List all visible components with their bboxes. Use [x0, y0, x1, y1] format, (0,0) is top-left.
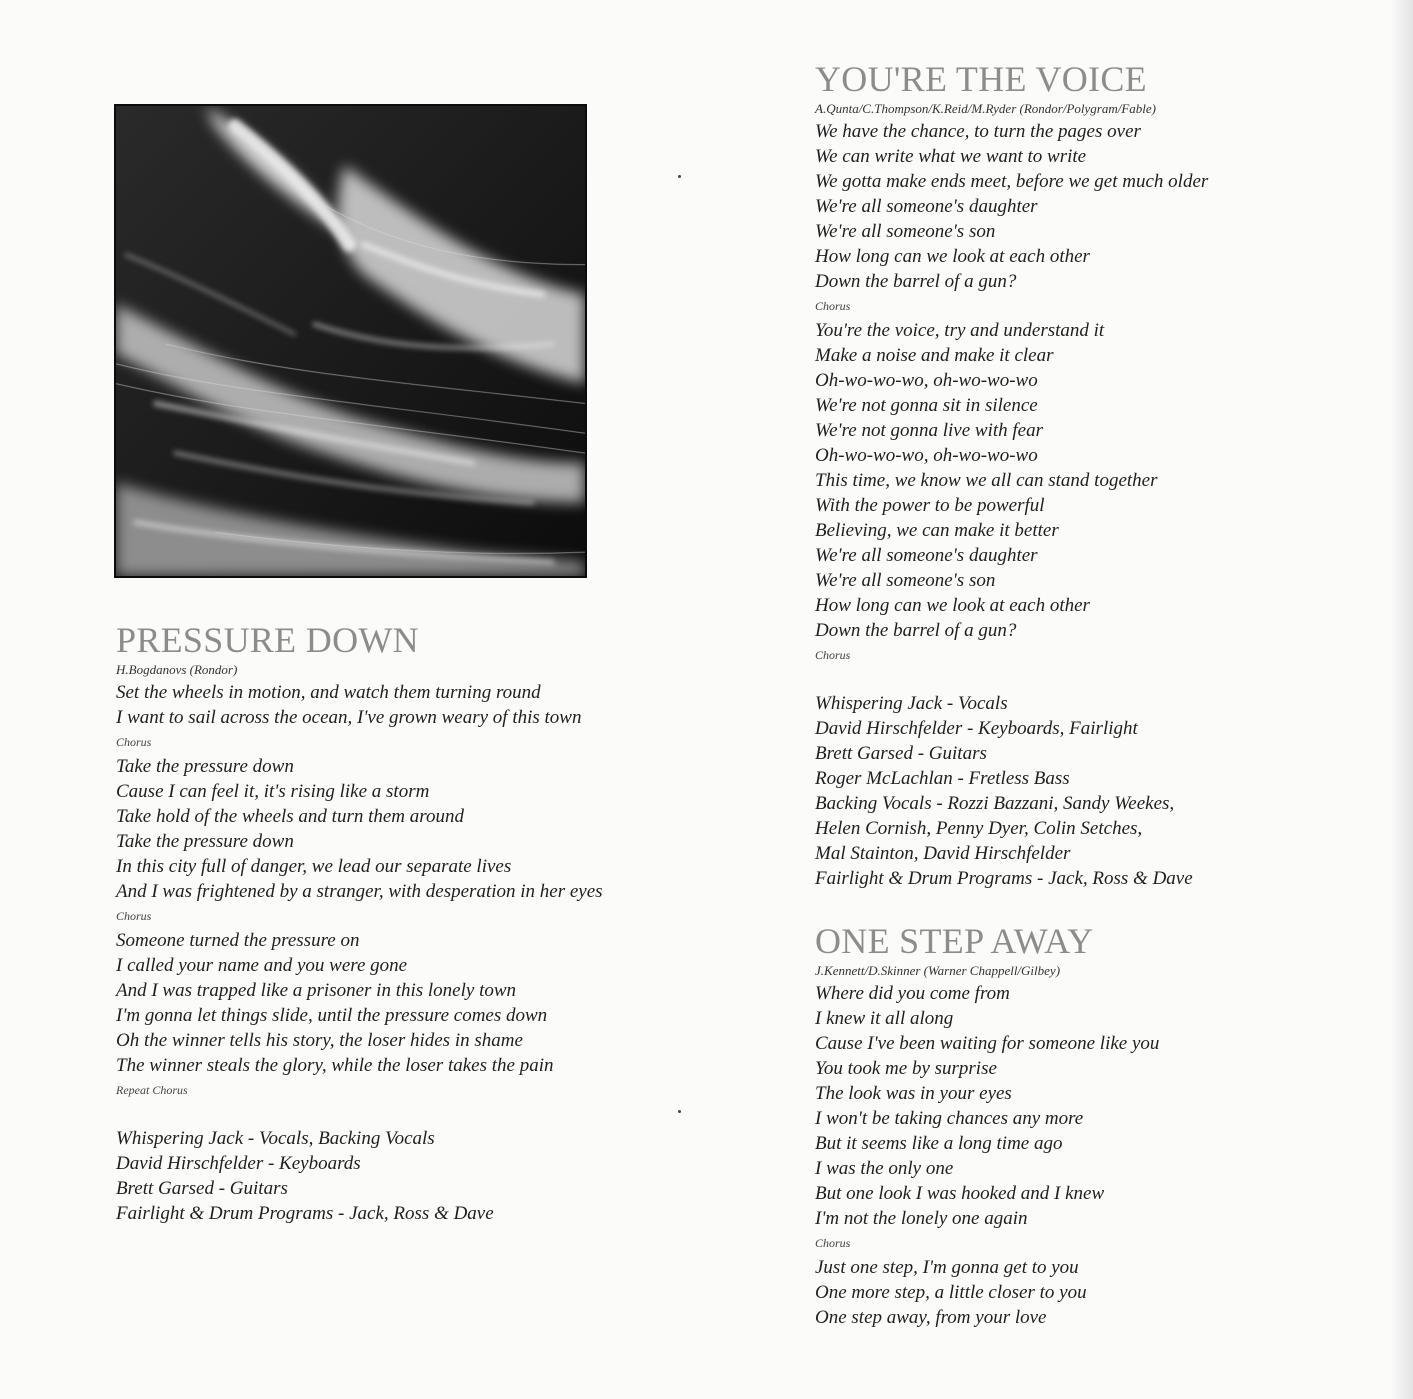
lyric-line: The winner steals the glory, while the loser takes the pain — [116, 1055, 554, 1076]
song-one-step-away — [815, 921, 1375, 1330]
lyric-line: Someone turned the pressure on — [116, 930, 360, 951]
lyric-line: In this city full of danger, we lead our separate lives — [116, 856, 512, 877]
lyric-line: We're not gonna live with fear — [815, 420, 1043, 441]
song-pressure-down — [116, 620, 716, 1226]
personnel-line: David Hirschfelder - Keyboards, Fairlight — [815, 718, 1138, 739]
lyric-line: One more step, a little closer to you — [815, 1282, 1087, 1303]
lyric-line: We're not gonna sit in silence — [815, 395, 1038, 416]
lyric-line: I'm gonna let things slide, until the pressure comes down — [116, 1005, 548, 1026]
personnel-line: Helen Cornish, Penny Dyer, Colin Setches, — [815, 818, 1143, 839]
lyric-line: We're all someone's daughter — [815, 196, 1038, 217]
personnel-line: Brett Garsed - Guitars — [815, 743, 987, 764]
lyric-line: And I was trapped like a prisoner in this lonely town — [116, 980, 517, 1001]
song-title: PRESSURE DOWN — [116, 620, 419, 660]
lyric-line: We gotta make ends meet, before we get much older — [815, 171, 1209, 192]
lyric-line: We're all someone's daughter — [815, 545, 1038, 566]
lyric-line: I called your name and you were gone — [116, 955, 408, 976]
lyric-line: We're all someone's son — [815, 570, 996, 591]
repeat-chorus-label: Repeat Chorus — [116, 1083, 188, 1097]
lyric-line: How long can we look at each other — [815, 595, 1090, 616]
song-credit: J.Kennett/D.Skinner (Warner Chappell/Gilbey) — [815, 963, 1061, 978]
personnel-line: Fairlight & Drum Programs - Jack, Ross & Dave — [815, 868, 1193, 889]
lyric-line: The look was in your eyes — [815, 1083, 1012, 1104]
chorus-label: Chorus — [116, 909, 152, 923]
lyric-line: You took me by surprise — [815, 1058, 997, 1079]
lyric-line: Oh-wo-wo-wo, oh-wo-wo-wo — [815, 370, 1038, 391]
song-credit: H.Bogdanovs (Rondor) — [116, 662, 238, 677]
song-title: ONE STEP AWAY — [815, 921, 1094, 961]
lyric-line: But one look I was hooked and I knew — [815, 1183, 1105, 1204]
lyric-line: Where did you come from — [815, 983, 1010, 1004]
lyric-line: We have the chance, to turn the pages over — [815, 121, 1141, 142]
personnel-line: David Hirschfelder - Keyboards — [116, 1153, 361, 1174]
song-credit: A.Qunta/C.Thompson/K.Reid/M.Ryder (Rondor/Polygram/Fable) — [815, 101, 1156, 116]
album-photo — [114, 104, 587, 578]
lyric-line: I was the only one — [815, 1158, 954, 1179]
lyric-line: How long can we look at each other — [815, 246, 1090, 267]
lyric-line: Cause I've been waiting for someone like you — [815, 1033, 1160, 1054]
lyric-line: We're all someone's son — [815, 221, 996, 242]
lyric-line: Oh-wo-wo-wo, oh-wo-wo-wo — [815, 445, 1038, 466]
lyric-line: Oh the winner tells his story, the loser hides in shame — [116, 1030, 523, 1051]
lyric-line: But it seems like a long time ago — [815, 1133, 1063, 1154]
song-title: YOU'RE THE VOICE — [815, 59, 1147, 99]
lyric-line: Believing, we can make it better — [815, 520, 1059, 541]
lyric-line: Down the barrel of a gun? — [815, 271, 1017, 292]
personnel-line: Backing Vocals - Rozzi Bazzani, Sandy Weekes, — [815, 793, 1175, 814]
lyric-line: I knew it all along — [815, 1008, 954, 1029]
personnel-line: Roger McLachlan - Fretless Bass — [815, 768, 1070, 789]
lyric-line: Down the barrel of a gun? — [815, 620, 1017, 641]
lyric-line: We can write what we want to write — [815, 146, 1087, 167]
chorus-label: Chorus — [815, 1236, 851, 1250]
personnel-line: Whispering Jack - Vocals, Backing Vocals — [116, 1128, 435, 1149]
lyric-line: Just one step, I'm gonna get to you — [815, 1257, 1079, 1278]
lyric-line: Take the pressure down — [116, 831, 294, 852]
lyric-line: I'm not the lonely one again — [815, 1208, 1028, 1229]
lyric-line: With the power to be powerful — [815, 495, 1045, 516]
lyric-line: Cause I can feel it, it's rising like a storm — [116, 781, 430, 802]
lyric-line: One step away, from your love — [815, 1307, 1047, 1328]
print-speck — [678, 1110, 681, 1113]
page-edge — [1391, 0, 1413, 1399]
lyric-line: Take the pressure down — [116, 756, 294, 777]
personnel-line: Whispering Jack - Vocals — [815, 693, 1008, 714]
chorus-label: Chorus — [116, 735, 152, 749]
personnel-line: Brett Garsed - Guitars — [116, 1178, 288, 1199]
lyric-line: Make a noise and make it clear — [815, 345, 1054, 366]
print-speck — [678, 175, 681, 178]
chorus-label: Chorus — [815, 648, 851, 662]
lyric-line: You're the voice, try and understand it — [815, 320, 1105, 341]
chorus-label: Chorus — [815, 299, 851, 313]
lyric-line: Take hold of the wheels and turn them around — [116, 806, 464, 827]
personnel-line: Fairlight & Drum Programs - Jack, Ross & Dave — [116, 1203, 494, 1224]
lyric-line: This time, we know we all can stand together — [815, 470, 1158, 491]
song-youre-the-voice — [815, 59, 1375, 1330]
lyric-line: I won't be taking chances any more — [815, 1108, 1084, 1129]
lyric-line: And I was frightened by a stranger, with desperation in her eyes — [116, 881, 603, 902]
lyric-line: I want to sail across the ocean, I've grown weary of this town — [116, 707, 582, 728]
personnel-line: Mal Stainton, David Hirschfelder — [815, 843, 1071, 864]
lyric-line: Set the wheels in motion, and watch them turning round — [116, 682, 541, 703]
